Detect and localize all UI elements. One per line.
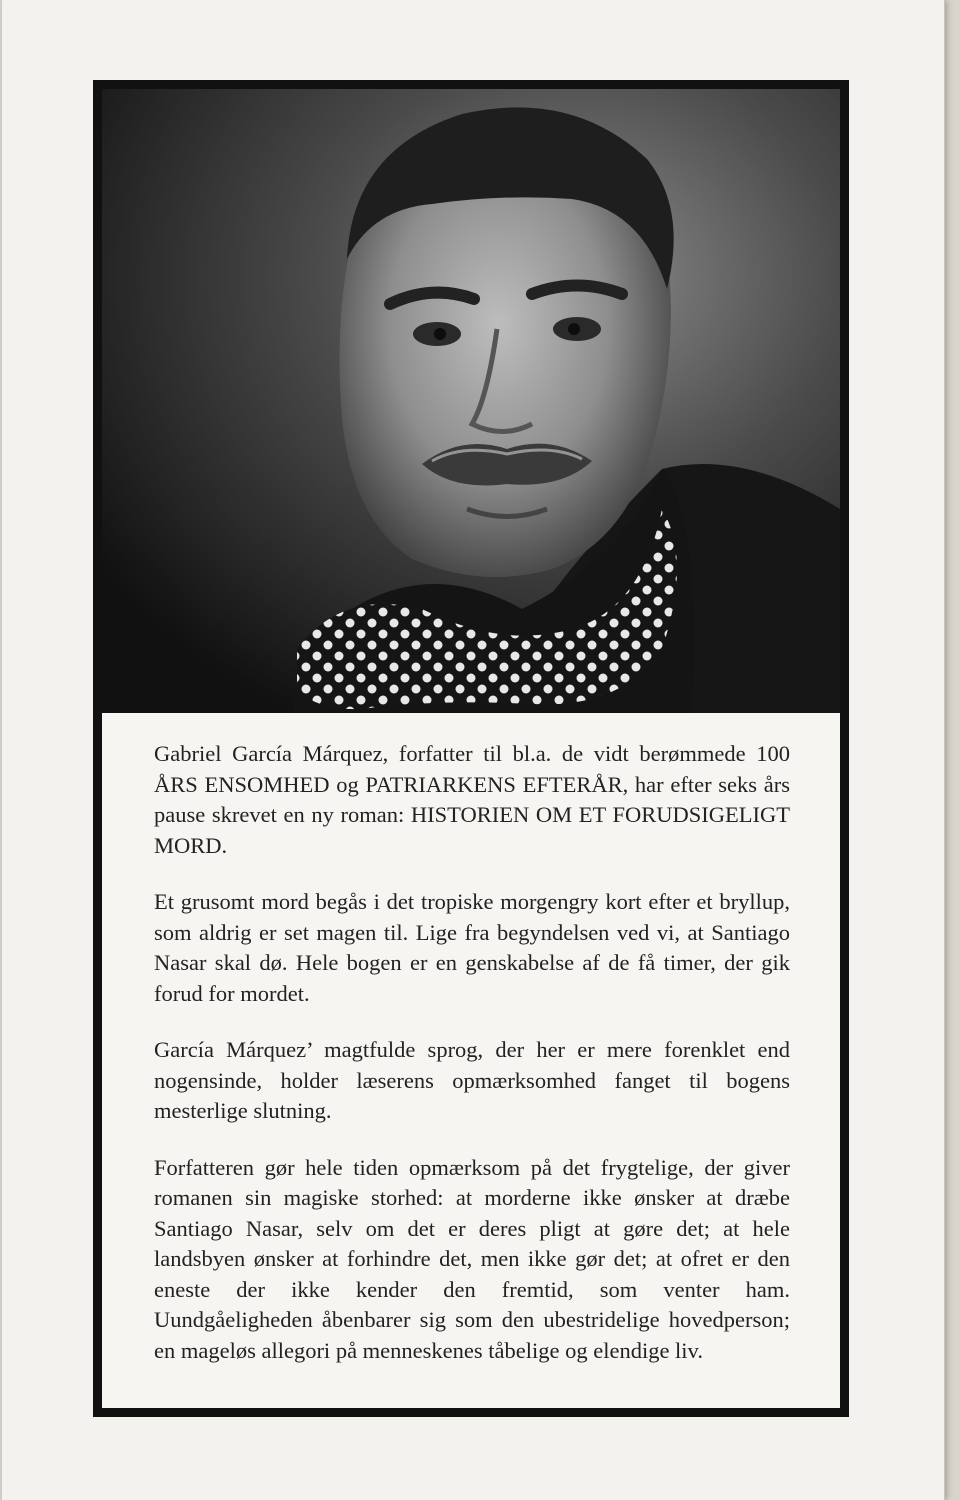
portrait-illustration [102,89,840,713]
author-portrait [102,89,840,713]
blurb-text [154,739,790,1366]
cover-frame [93,80,849,1417]
blurb-paragraph-2: Et grusomt mord begås i det tropiske morgengry kort efter et bryllup, som aldrig er set magen til. Lige fra begyndelsen ved vi, at Santiago Nasar skal dø. Hele bogen er en genskabelse af de få timer, der gik forud for mordet. [154,889,790,1006]
blurb-paragraph-4: Forfatteren gør hele tiden opmærksom på det frygtelige, der giver romanen sin magiske storhed: at morderne ikke ønsker at dræbe Santiago Nasar, selv om det er deres pligt at gøre det; at hele landsbyen ønsker at forhindre det, men ikke gør det; at ofret er den eneste der ikke kender den fremtid, som venter ham. Uundgåeligheden åbenbarer sig som den ubestridelige hovedperson; en mageløs allegori på menneskenes tåbelige og elendige liv. [154,1154,790,1363]
blurb-paragraph-3: García Márquez’ magtfulde sprog, der her er mere forenklet end nogensinde, holder læserens opmærksomhed fanget til bogens mesterlige slutning. [154,1037,790,1123]
book-back-cover [2,0,945,1500]
blurb-paragraph-1: Gabriel García Márquez, forfatter til bl.a. de vidt berømmede 100 ÅRS ENSOMHED og PATRIARKENS EFTERÅR, har efter seks års pause skrevet en ny roman: HISTORIEN OM ET FORUDSIGELIGT MORD. [154,741,790,858]
